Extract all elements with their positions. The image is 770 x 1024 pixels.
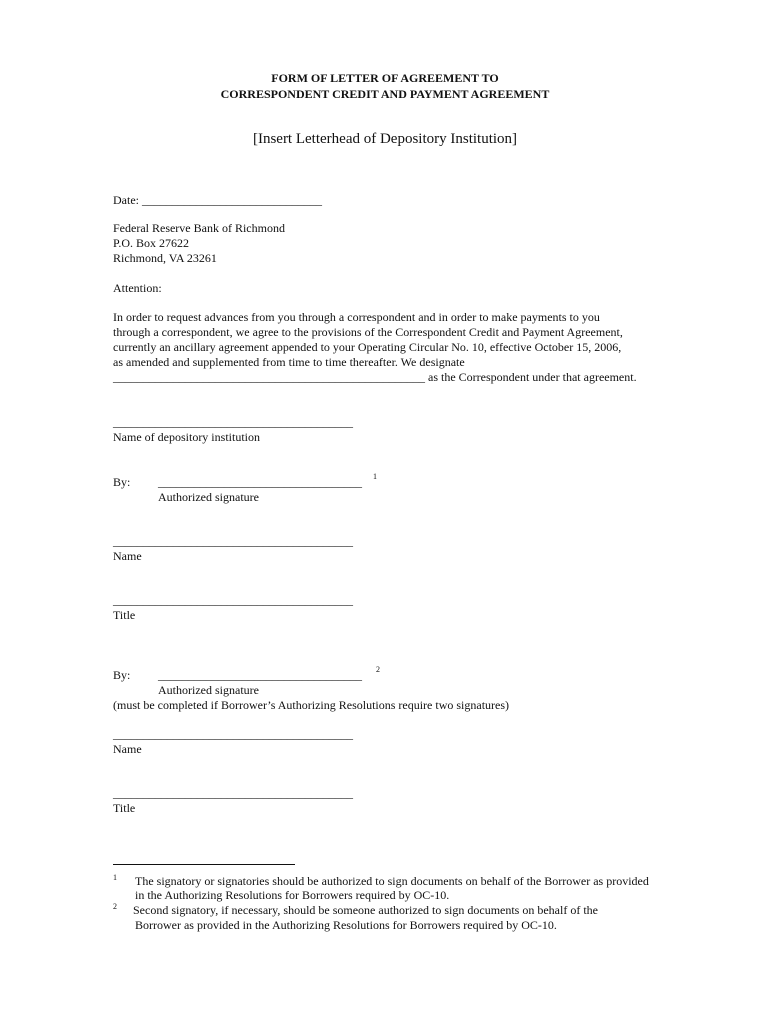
- address-line-2: P.O. Box 27622: [113, 236, 190, 250]
- institution-signature-line: ________________________________________: [113, 415, 353, 429]
- authorized-signature-label-1: Authorized signature: [158, 490, 259, 504]
- address-line-3: Richmond, VA 23261: [113, 251, 217, 265]
- name-label-1: Name: [113, 549, 142, 563]
- footnote-separator: [113, 864, 295, 865]
- form-title-line-2: CORRESPONDENT CREDIT AND PAYMENT AGREEMENT: [220, 87, 550, 101]
- body-line-4: as amended and supplemented from time to time thereafter. We designate: [113, 355, 465, 369]
- footnote-1-line-2: in the Authorizing Resolutions for Borrowers required by OC-10.: [135, 888, 450, 902]
- body-line-2: through a correspondent, we agree to the provisions of the Correspondent Credit and Payment Agreement,: [113, 325, 623, 339]
- letterhead-placeholder: [Insert Letterhead of Depository Institution]: [252, 131, 518, 147]
- authorized-signature-label-2: Authorized signature: [158, 683, 259, 697]
- footnote-ref-1: 1: [373, 472, 377, 481]
- attention-label: Attention:: [113, 281, 162, 295]
- form-title-line-1: FORM OF LETTER OF AGREEMENT TO: [271, 71, 499, 85]
- body-line-1: In order to request advances from you through a correspondent and in order to make payments to you: [113, 310, 600, 324]
- footnote-1-line-1: The signatory or signatories should be authorized to sign documents on behalf of the Borrower as provided: [135, 874, 649, 888]
- title-label-1: Title: [113, 608, 136, 622]
- by-label-2: By:: [113, 668, 131, 682]
- footnote-1-mark: 1: [113, 873, 117, 882]
- footnote-2-mark: 2: [113, 902, 117, 911]
- address-line-1: Federal Reserve Bank of Richmond: [113, 221, 285, 235]
- name-label-2: Name: [113, 742, 142, 756]
- title-label-2: Title: [113, 801, 136, 815]
- second-signature-note: (must be completed if Borrower’s Authorizing Resolutions require two signatures): [113, 698, 510, 712]
- by-label-1: By:: [113, 475, 131, 489]
- footnote-2-line-1: Second signatory, if necessary, should be someone authorized to sign documents on behalf of the: [133, 903, 598, 917]
- body-line-3: currently an ancillary agreement appended to your Operating Circular No. 10, effective October 15, 2006,: [113, 340, 622, 354]
- footnote-2-line-2: Borrower as provided in the Authorizing Resolutions for Borrowers required by OC-10.: [135, 918, 557, 932]
- signature-line-2: __________________________________: [158, 668, 362, 682]
- signature-line-1: __________________________________: [158, 475, 362, 489]
- title-line-2: ________________________________________: [113, 786, 353, 800]
- title-line-1: ________________________________________: [113, 593, 353, 607]
- institution-name-label: Name of depository institution: [113, 430, 260, 444]
- date-line: Date: ______________________________: [113, 193, 322, 207]
- name-line-2: ________________________________________: [113, 727, 353, 741]
- body-line-5: ____________________________________________________ as the Correspondent under that agreement.: [113, 370, 637, 384]
- name-line-1: ________________________________________: [113, 534, 353, 548]
- footnote-ref-2: 2: [376, 665, 380, 674]
